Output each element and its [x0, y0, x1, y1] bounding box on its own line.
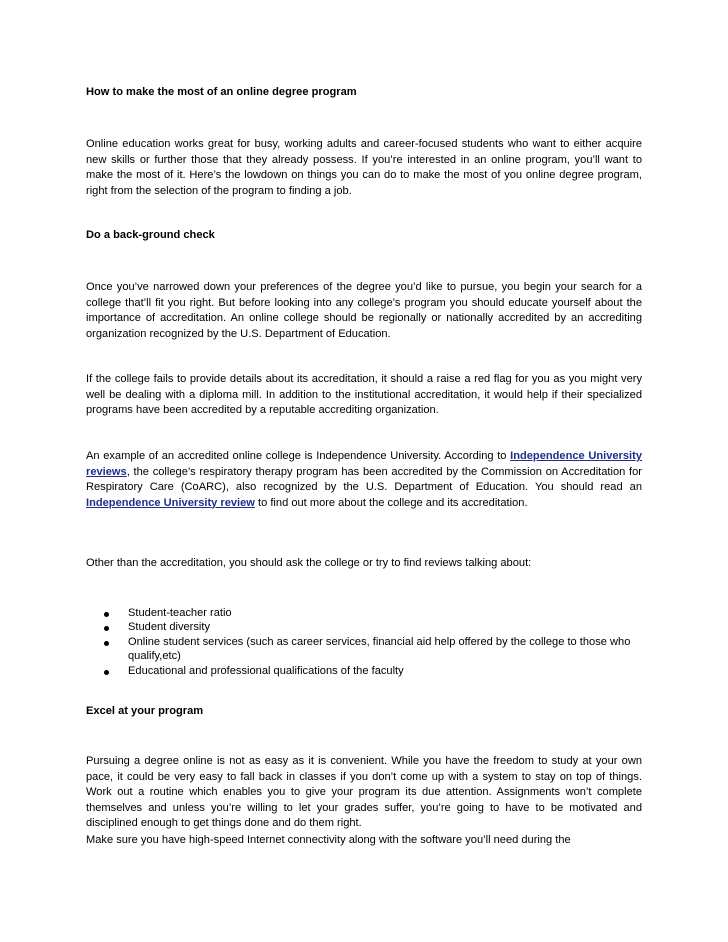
paragraph-text: to find out more about the college and its accreditation. [254, 496, 528, 509]
list-item [86, 620, 642, 634]
section-heading-background-check: Do a back-ground check [86, 229, 215, 241]
list-item-text: Educational and professional qualifications of the faculty [128, 664, 404, 677]
list-item [86, 664, 642, 678]
list-item-text: Online student services (such as career services, financial aid help offered by the college to those who qualify,etc) [128, 635, 631, 663]
paragraph-diploma-mill: If the college fails to provide details about its accreditation, it should a raise a red flag for you as you might very well be dealing with a diploma mill. In addition to the institutional accreditation, it would help if their specialized programs have been accredited by a reputable accrediting organization. [86, 373, 642, 416]
list-item-text: Student diversity [128, 621, 211, 634]
bullet-icon [104, 670, 109, 675]
bullet-icon [104, 641, 109, 646]
bullet-icon [104, 612, 109, 617]
list-item [86, 606, 642, 620]
document-title: How to make the most of an online degree program [86, 86, 357, 98]
paragraph-reviews-intro: Other than the accreditation, you should ask the college or try to find reviews talking about: [86, 557, 532, 569]
intro-paragraph: Online education works great for busy, working adults and career-focused students who want to either acquire new skills or further those that they already possess. If you’re interested in an online program, you’ll want to make the most of it. Here’s the lowdown on things you can do to make the most of you online degree program, right from the selection of the program to finding a job. [86, 138, 642, 197]
paragraph-independence-university [86, 449, 642, 511]
paragraph-routine: Pursuing a degree online is not as easy as it is convenient. While you have the freedom to study at your own pace, it could be very easy to fall back in classes if you don’t come up with a system to stay on top of things. Work out a routine which enables you to give your program its due attention. Assignments won’t complete themselves and unless you’re willing to let your grades suffer, you’re going to have to be motivated and disciplined enough to get things done and do them right. [86, 755, 642, 829]
bullet-icon [104, 626, 109, 631]
independence-university-reviews-link[interactable]: Independence University reviews [86, 450, 642, 478]
paragraph-accreditation-intro: Once you’ve narrowed down your preferences of the degree you’d like to pursue, you begin your search for a college that’ll fit you right. But before looking into any college’s program you should educate yourself about the importance of accreditation. An online college should be regionally or nationally accredited by an accrediting organization recognized by the U.S. Department of Education. [86, 281, 642, 340]
paragraph-connectivity: Make sure you have high-speed Internet connectivity along with the software you’ll need during the [86, 834, 571, 846]
paragraph-text: , the college’s respiratory therapy program has been accredited by the Commission on Accreditation for Respiratory Care (CoARC), also recognized by the U.S. Department of Education. You should read an [86, 465, 642, 493]
section-heading-excel: Excel at your program [86, 705, 204, 717]
list-item-text: Student-teacher ratio [128, 607, 232, 619]
list-item [86, 635, 642, 664]
review-topics-list [86, 606, 642, 678]
independence-university-review-link[interactable]: Independence University review [86, 496, 255, 509]
paragraph-text: An example of an accredited online college is Independence University. According to [86, 450, 511, 462]
